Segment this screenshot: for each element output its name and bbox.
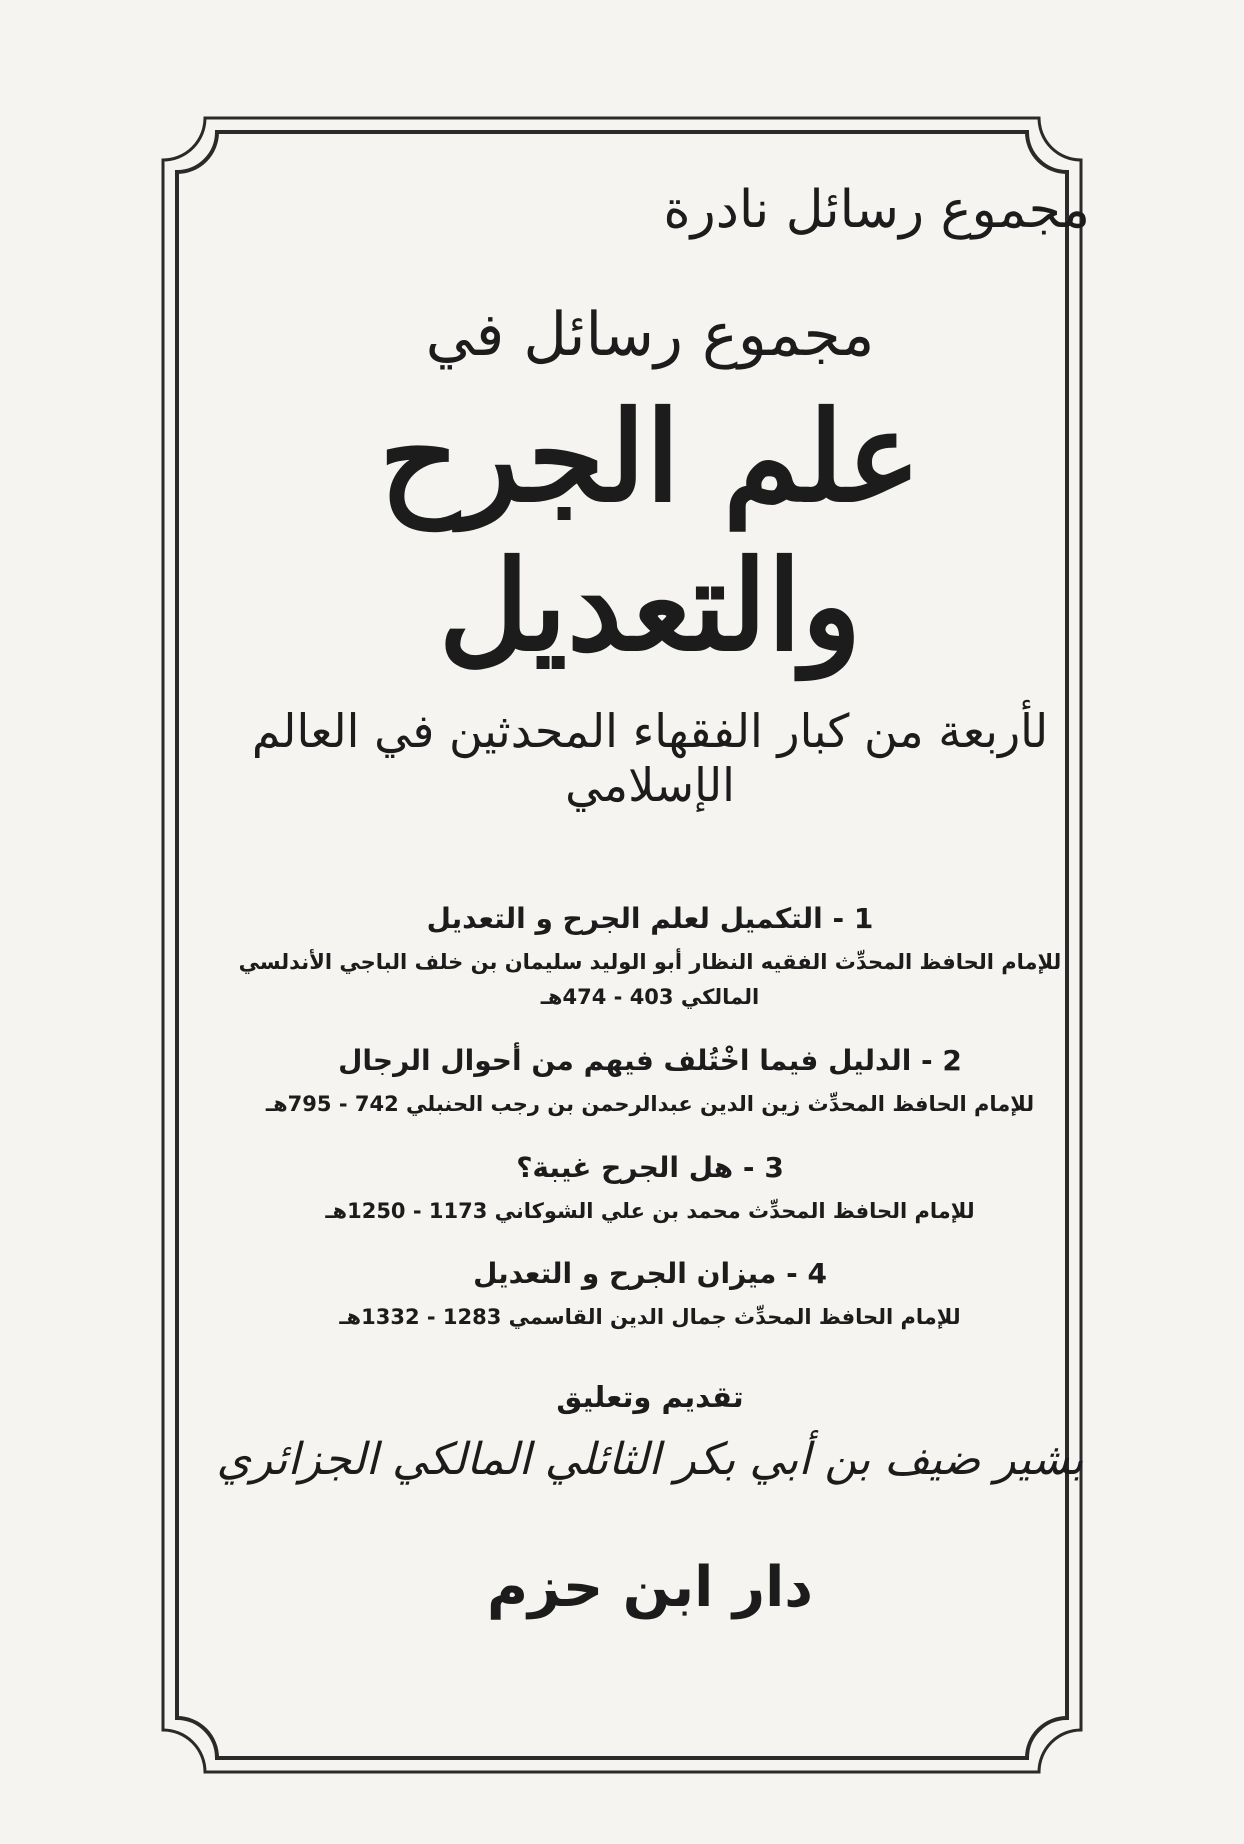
series-title: مجموع رسائل نادرة [663, 180, 1090, 240]
work-author: للإمام الحافظ المحدِّث الفقيه النظار أبو الوليد سليمان بن خلف الباجي الأندلسي المالكي 403 - 474هـ [238, 949, 1062, 1010]
work-entry [210, 1257, 1090, 1336]
main-title: علم الجرح والتعديل [379, 385, 921, 679]
work-title: 1 - التكميل لعلم الجرح و التعديل [426, 901, 874, 935]
title-page-content [210, 180, 1090, 1620]
collection-title: مجموع رسائل في [425, 300, 875, 370]
work-author: للإمام الحافظ المحدِّث محمد بن علي الشوكاني 1173 - 1250هـ [325, 1198, 975, 1223]
work-title: 4 - ميزان الجرح و التعديل [473, 1257, 827, 1291]
work-entry [210, 1151, 1090, 1230]
subtitle: لأربعة من كبار الفقهاء المحدثين في العالم الإسلامي [251, 703, 1049, 812]
publisher-name: دار ابن حزم [486, 1555, 814, 1621]
work-title: 2 - الدليل فيما اخْتُلف فيهم من أحوال الرجال [338, 1043, 962, 1077]
work-author: للإمام الحافظ المحدِّث جمال الدين القاسمي 1283 - 1332هـ [339, 1305, 961, 1330]
editor-name: بشير ضيف بن أبي بكر الثائلي المالكي الجزائري [216, 1434, 1084, 1486]
work-author: للإمام الحافظ المحدِّث زين الدين عبدالرحمن بن رجب الحنبلي 742 - 795هـ [265, 1091, 1035, 1116]
work-entry [210, 902, 1090, 1016]
work-entry [210, 1044, 1090, 1123]
introduction-label: تقديم وتعليق [556, 1380, 744, 1415]
work-title: 3 - هل الجرح غيبة؟ [516, 1150, 784, 1184]
